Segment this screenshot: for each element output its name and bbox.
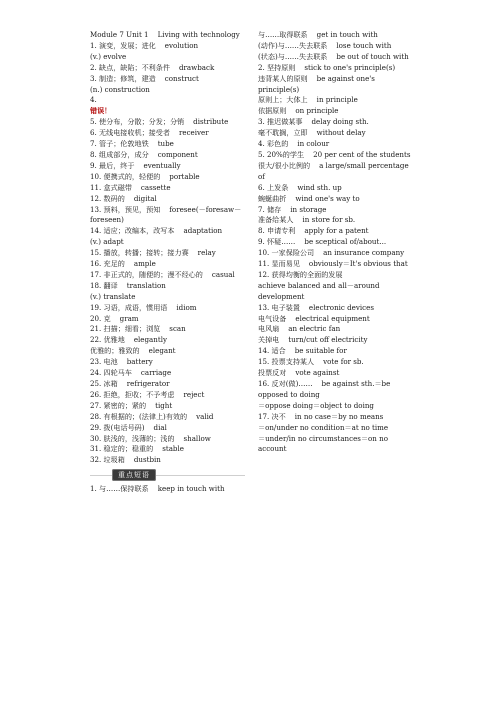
phrase-item: 7. 储存 in storage [258, 204, 327, 214]
vocab-item: 8. 组成部分，成分 component [90, 149, 198, 159]
vocab-item: 优雅的；雅致的 elegant [90, 346, 176, 356]
phrase-item: achieve balanced and all－around development [258, 280, 382, 301]
phrase-item: 12. 获得均衡的全面的发展 [258, 269, 343, 279]
document-title: Module 7 Unit 1 Living with technology [90, 30, 240, 39]
vocab-item: 28. 有根据的；(法律上)有效的 valid [90, 411, 214, 421]
phrase-item: 很大/很小比例的 a large/small percentage of [258, 160, 411, 181]
phrase-item: ＝oppose doing＝object to doing [258, 400, 374, 410]
phrase-item: 电气设备 electrical equipment [258, 313, 370, 323]
vocab-item: 25. 冰箱 refrigerator [90, 379, 170, 388]
vocab-item: 1. 演变，发展；进化 evolution [90, 40, 199, 50]
phrase-item: 关掉电 turn/cut off electricity [258, 335, 368, 345]
phrase-item: 4. 彩色的 in colour [258, 139, 330, 149]
vocab-item: 16. 充足的 ample [90, 259, 156, 269]
vocab-item: 24. 四轮马车 carriage [90, 368, 172, 378]
phrase-item: 9. 怀疑…… be sceptical of/about... [258, 237, 387, 247]
vocab-item: 32. 垃圾箱 dustbin [90, 455, 161, 465]
phrase-item: 与……取得联系 get in touch with [258, 30, 378, 39]
phrase-item: 蜿蜒曲折 wind one's way to [258, 193, 360, 203]
vocab-item: 14. 适应；改编本，改写本 adaptation [90, 226, 223, 236]
vocab-item: (v.) translate [90, 291, 136, 301]
vocab-item: 18. 翻译 translation [90, 280, 166, 290]
phrase-item: 16. 反对(做)…… be against sth.＝be opposed to doing [258, 379, 393, 399]
vocab-item: 27. 紧密的；紧的 tight [90, 400, 173, 410]
phrase-item: 14. 适合 be suitable for [258, 346, 347, 356]
vocab-item: 21. 扫描；细看；浏览 scan [90, 324, 186, 334]
phrase-item: 3. 推迟做某事 delay doing sth. [258, 117, 369, 127]
phrase-item: 准备给某人 in store for sb. [258, 215, 356, 225]
phrase-item: ＝under/in no circumstances＝on no account [258, 433, 391, 454]
phrase-item: 原则上；大体上 in principle [258, 95, 358, 105]
vocab-item: 5. 使分布，分散；分发；分销 distribute [90, 117, 229, 127]
phrase-item: 11. 显而易见 obviously＝It's obvious that [258, 259, 408, 269]
vocab-item: (v.) adapt [90, 237, 124, 247]
phrase-item: (动作)与……失去联系 lose touch with [258, 40, 392, 50]
vocab-item: 26. 拒绝，拒收；不予考虑 reject [90, 389, 205, 399]
phrase-item: 17. 决不 in no case＝by no means [258, 411, 384, 421]
vocab-item: 3. 制造；修筑，建造 construct [90, 73, 199, 83]
phrase-item: 毫不耽搁，立即 without delay [258, 128, 366, 138]
vocab-item: 7. 管子；伦敦地铁 tube [90, 139, 174, 149]
error-text: 错误！ [90, 106, 112, 116]
phrase-item: 6. 上发条 wind sth. up [258, 182, 342, 192]
phrase-item: 违背某人的原则 be against one's principle(s) [258, 73, 378, 94]
phrase-item: 8. 申请专利 apply for a patent [258, 226, 369, 236]
phrase-item: 电风扇 an electric fan [258, 324, 341, 334]
vocab-item: (v.) evolve [90, 51, 127, 61]
vocab-item: (n.) construction [90, 84, 150, 94]
vocab-item: 29. 拨(电话号码) dial [90, 422, 167, 432]
vocab-item: 15. 播放，转播；接转；接力赛 relay [90, 248, 216, 258]
vocab-item: 13. 预料，预见，预知 foresee(－foresaw－foreseen) [90, 204, 242, 225]
section-divider [90, 466, 245, 484]
phrase-item: 5. 20%的学生 20 per cent of the students [258, 149, 411, 159]
vocab-item: 31. 稳定的；稳重的 stable [90, 444, 184, 454]
vocab-item: 22. 优雅地 elegantly [90, 335, 167, 345]
vocab-item: 12. 数码的 digital [90, 193, 157, 203]
left-column [90, 30, 245, 495]
phrase-item: (状态)与……失去联系 be out of touch with [258, 51, 409, 61]
vocab-item: 30. 肤浅的，浅薄的；浅的 shallow [90, 433, 211, 443]
vocab-item: 6. 无线电接收机；接受者 receiver [90, 128, 209, 138]
vocab-item: 9. 最后，终于 eventually [90, 160, 181, 170]
phrase-item: 依据原则 on principle [258, 106, 339, 116]
phrase-item: 10. 一家保险公司 an insurance company [258, 248, 405, 258]
vocab-item: 19. 习语，成语，惯用语 idiom [90, 302, 197, 312]
key-phrases-label: 重点短语 [112, 469, 156, 481]
phrase-item: 投票反对 vote against [258, 368, 340, 378]
phrase-item: ＝on/under no condition＝at no time [258, 422, 389, 432]
phrase-item: 15. 投票支持某人 vote for sb. [258, 357, 364, 367]
phrase-item: 2. 坚持原则 stick to one's principle(s) [258, 62, 396, 72]
vocab-item: 17. 非正式的，随便的；漫不经心的 casual [90, 269, 235, 279]
vocab-item: 4. [90, 95, 97, 105]
right-column [258, 30, 414, 455]
phrase-item: 13. 电子装置 electronic devices [258, 302, 374, 312]
vocab-item: 2. 缺点，缺陷；不利条件 drawback [90, 62, 215, 72]
vocab-item: 20. 克 gram [90, 313, 139, 323]
vocab-item: 10. 便携式的，轻便的 portable [90, 171, 200, 181]
vocab-item: 11. 盒式磁带 cassette [90, 182, 171, 192]
vocab-item: 23. 电池 battery [90, 357, 153, 367]
phrase-item: 1. 与……保持联系 keep in touch with [90, 484, 225, 494]
